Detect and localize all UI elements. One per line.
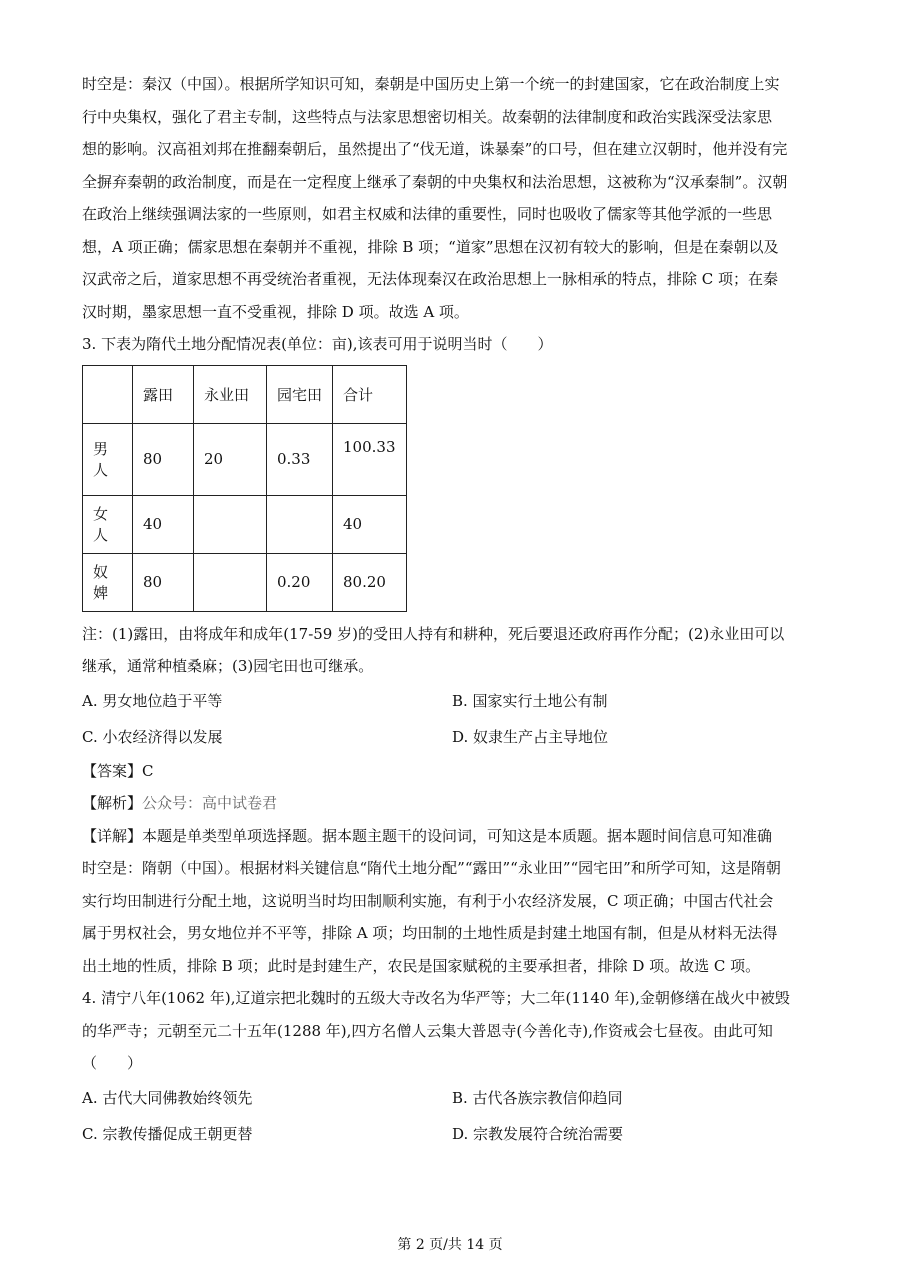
option-c: C. 宗教传播促成王朝更替: [82, 1124, 253, 1143]
text-line: 属于男权社会，男女地位并不平等，排除 A 项；均田制的土地性质是封建土地国有制，但是从材料无法得: [82, 924, 778, 942]
table-header-cell: 永业田: [194, 365, 267, 423]
question-4-stem: [82, 982, 822, 1080]
table-cell: 40: [333, 495, 407, 553]
option-d: D. 宗教发展符合统治需要: [452, 1124, 624, 1143]
question-4-options: [82, 1080, 822, 1152]
analysis-label: 【解析】: [82, 794, 143, 812]
text-line: （ ）: [82, 1054, 143, 1072]
option-b: B. 古代各族宗教信仰趋同: [452, 1088, 623, 1107]
question-3-stem: 3. 下表为隋代土地分配情况表(单位：亩),该表可用于说明当时（ ）: [82, 335, 553, 353]
table-row: [83, 495, 407, 553]
question-3-detail: [82, 820, 822, 983]
answer-label: 【答案】: [82, 761, 143, 780]
text-line: 想，A 项正确；儒家思想在秦朝并不重视，排除 B 项；“道家”思想在汉初有较大的影响，但是在秦朝以及: [82, 237, 779, 256]
text-line: 时空是：秦汉（中国）。根据所学知识可知，秦朝是中国历史上第一个统一的封建国家，它在政治制度上实: [82, 75, 780, 93]
table-cell: 女人: [83, 495, 133, 553]
table-cell: 80: [133, 423, 194, 495]
table-row: [83, 553, 407, 611]
table-cell: [194, 495, 267, 553]
page-content: [82, 68, 822, 1152]
text-line: 时空是：隋朝（中国）。根据材料关键信息“隋代土地分配”“露田”“永业田”“园宅田”和所学可知，这是隋朝: [82, 859, 781, 877]
text-line: 的华严寺；元朝至元二十五年(1288 年),四方名僧人云集大普恩寺(今善化寺),作资戒会七昼夜。由此可知: [82, 1021, 773, 1040]
text-line: 实行均田制进行分配土地，这说明当时均田制顺利实施，有利于小农经济发展，C 项正确；中国古代社会: [82, 891, 774, 910]
text-line: 在政治上继续强调法家的一些原则，如君主权威和法律的重要性，同时也吸收了儒家等其他学派的一些思: [82, 205, 773, 223]
table-header-cell: 合计: [333, 365, 407, 423]
option-c: C. 小农经济得以发展: [82, 727, 223, 746]
table-cell: 80.20: [333, 553, 407, 611]
table-header-cell: 露田: [133, 365, 194, 423]
table-cell: 男人: [83, 423, 133, 495]
answer-value: C: [142, 761, 154, 780]
text-line: 汉武帝之后，道家思想不再受统治者重视，无法体现秦汉在政治思想上一脉相承的特点，排除 C 项；在秦: [82, 270, 779, 288]
text-line: 汉时期，墨家思想一直不受重视，排除 D 项。故选 A 项。: [82, 302, 469, 321]
option-d: D. 奴隶生产占主导地位: [452, 727, 609, 746]
table-cell: 20: [194, 423, 267, 495]
table-cell: 0.20: [267, 553, 333, 611]
table-header-row: [83, 365, 407, 423]
table-header-cell: [83, 365, 133, 423]
option-b: B. 国家实行土地公有制: [452, 691, 608, 710]
analysis-line: [82, 787, 822, 820]
page-footer: 第 2 页/共 14 页: [397, 1237, 503, 1253]
text-line: 【详解】本题是单类型单项选择题。据本题主题干的设问词，可知这是本质题。据本题时间信息可知准确: [82, 826, 773, 845]
text-line: 全摒弃秦朝的政治制度，而是在一定程度上继承了秦朝的中央集权和法治思想，这被称为“汉承秦制”。汉朝: [82, 172, 788, 191]
table-cell: 奴婢: [83, 553, 133, 611]
table-row: [83, 423, 407, 495]
table-cell: 40: [133, 495, 194, 553]
text-line: 出土地的性质，排除 B 项；此时是封建生产，农民是国家赋税的主要承担者，排除 D 项。故选 C 项。: [82, 956, 761, 975]
explanation-previous: [82, 68, 822, 328]
table-cell: 100.33: [333, 423, 407, 495]
question-3-note: [82, 618, 822, 683]
text-line: 想的影响。汉高祖刘邦在推翻秦朝后，虽然提出了“伐无道，诛暴秦”的口号，但在建立汉朝时，他并没有完: [82, 140, 788, 158]
table-cell: [194, 553, 267, 611]
text-line: 4. 清宁八年(1062 年),辽道宗把北魏时的五级大寺改名为华严等；大二年(1140 年),金朝修缮在战火中被毁: [82, 989, 790, 1007]
answer-line: [82, 755, 822, 788]
option-a: A. 古代大同佛教始终领先: [82, 1088, 253, 1107]
analysis-text: 公众号：高中试卷君: [142, 794, 278, 812]
question-3-options: [82, 683, 822, 755]
land-allocation-table: [82, 365, 407, 612]
table-header-cell: 园宅田: [267, 365, 333, 423]
text-line: 继承，通常种植桑麻；(3)园宅田也可继承。: [82, 657, 374, 675]
option-a: A. 男女地位趋于平等: [82, 691, 223, 710]
text-line: 行中央集权，强化了君主专制，这些特点与法家思想密切相关。故秦朝的法律制度和政治实践深受法家思: [82, 107, 773, 126]
table-cell: [267, 495, 333, 553]
table-cell: 0.33: [267, 423, 333, 495]
text-line: 注：(1)露田，由将成年和成年(17-59 岁)的受田人持有和耕种，死后要退还政府再作分配；(2)永业田可以: [82, 624, 785, 643]
table-cell: 80: [133, 553, 194, 611]
